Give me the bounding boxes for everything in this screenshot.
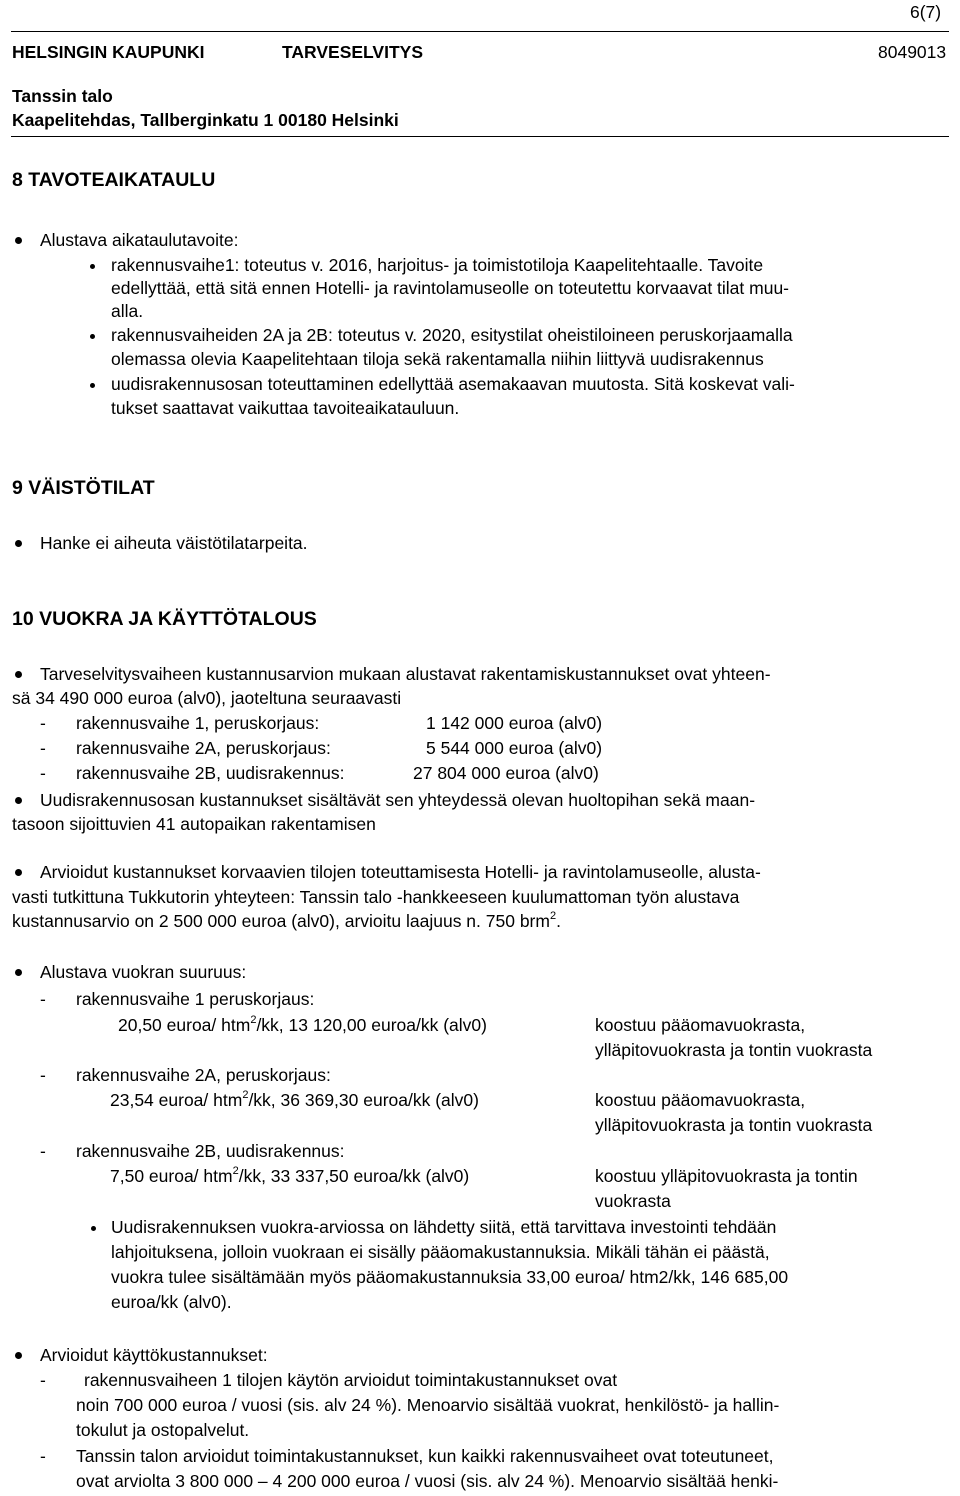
rent-label: rakennusvaihe 2A, peruskorjaus: (76, 1065, 331, 1085)
s10-p2-line-1: Uudisrakennusosan kustannukset sisältävät sen yhteydessä olevan huoltopihan sekä maan- (40, 790, 756, 810)
rent-price: 7,50 euroa/ htm$^2$/kk, 33 337,50 euroa/kk (alv0) (110, 1165, 470, 1186)
section-9-heading: 9 VÄISTÖTILAT (12, 477, 155, 499)
bullet (90, 383, 95, 388)
header-project: Tanssin talo (12, 86, 113, 106)
header-doc-number: 8049013 (878, 42, 947, 62)
cost-value: 5 544 000 euroa (alv0) (426, 738, 603, 758)
rent-note: koostuu pääomavuokrasta, (595, 1090, 806, 1110)
section-10-heading: 10 VUOKRA JA KÄYTTÖTALOUS (12, 608, 317, 630)
bullet (15, 797, 22, 804)
op-dash: - (40, 1446, 46, 1466)
cost-value: 1 142 000 euroa (alv0) (426, 713, 603, 733)
rent-label: rakennusvaihe 1 peruskorjaus: (76, 989, 315, 1009)
bullet (15, 1352, 22, 1359)
s8-line-1: rakennusvaihe1: toteutus v. 2016, harjoitus- ja toimistotiloja Kaapelitehtaalle. Tavoite (111, 255, 764, 275)
s8-line-6: uudisrakennusosan toteuttaminen edellyttää asemakaavan muutosta. Sitä koskevat vali- (111, 374, 795, 394)
s10-p3-line-3: kustannusarvio on 2 500 000 euroa (alv0), arvioitu laajuus n. 750 brm$^2$. (12, 910, 561, 931)
header-org: HELSINGIN KAUPUNKI (12, 42, 205, 62)
rent-note: ylläpitovuokrasta ja tontin vuokrasta (595, 1040, 873, 1060)
rent-price: 20,50 euroa/ htm$^2$/kk, 13 120,00 euroa/kk (alv0) (118, 1014, 487, 1035)
rent-label: rakennusvaihe 2B, uudisrakennus: (76, 1141, 345, 1161)
rent-note: koostuu ylläpitovuokrasta ja tontin (595, 1166, 858, 1186)
bullet (90, 264, 95, 269)
bullet (15, 869, 22, 876)
op-1-line-3: tokulut ja ostopalvelut. (76, 1420, 250, 1440)
s8-line-2: edellyttää, että sitä ennen Hotelli- ja ravintolamuseolle on toteutettu korvaavat tilat muu- (111, 278, 790, 298)
rent-note-line-1: Uudisrakennuksen vuokra-arviossa on lähdetty siitä, että tarvittava investointi tehdään (111, 1217, 777, 1237)
op-2-line-1: Tanssin talon arvioidut toimintakustannukset, kun kaikki rakennusvaiheet ovat toteutuneet, (76, 1446, 774, 1466)
rent-note: koostuu pääomavuokrasta, (595, 1015, 806, 1035)
rent-dash: - (40, 1141, 46, 1161)
header-rule (11, 31, 949, 32)
op-2-line-2: ovat arviolta 3 800 000 – 4 200 000 euroa / vuosi (sis. alv 24 %). Menoarvio sisältää henki- (76, 1471, 779, 1491)
s10-p2-line-2: tasoon sijoittuvien 41 autopaikan rakentamisen (12, 814, 376, 834)
op-dash: - (40, 1370, 46, 1390)
bullet (90, 334, 95, 339)
s10-p3-line-1: Arvioidut kustannukset korvaavien tilojen toteuttamisesta Hotelli- ja ravintolamuseolle, alusta- (40, 862, 761, 882)
cost-dash: - (40, 713, 46, 733)
s9-text: Hanke ei aiheuta väistötilatarpeita. (40, 533, 308, 553)
cost-dash: - (40, 763, 46, 783)
s10-p3-line-2: vasti tutkittuna Tukkutorin yhteyteen: Tanssin talo -hankkeeseen kuulumattoman työn alustava (12, 887, 740, 907)
op-1-line-2: noin 700 000 euroa / vuosi (sis. alv 24 %). Menoarvio sisältää vuokrat, henkilöstö- ja hallin- (76, 1395, 780, 1415)
cost-value: 27 804 000 euroa (alv0) (413, 763, 599, 783)
cost-dash: - (40, 738, 46, 758)
s8-line-7: tukset saattavat vaikuttaa tavoiteaikatauluun. (111, 398, 460, 418)
bullet (15, 969, 22, 976)
s8-intro: Alustava aikataulutavoite: (40, 230, 239, 250)
rent-intro: Alustava vuokran suuruus: (40, 962, 247, 982)
cost-label: rakennusvaihe 2A, peruskorjaus: (76, 738, 331, 758)
rent-note-line-3: vuokra tulee sisältämään myös pääomakustannuksia 33,00 euroa/ htm2/kk, 146 685,00 (111, 1267, 789, 1287)
s8-line-5: olemassa olevia Kaapelitehtaan tiloja sekä rakentamalla niihin liittyvä uudisrakennus (111, 349, 764, 369)
rent-dash: - (40, 989, 46, 1009)
cost-label: rakennusvaihe 1, peruskorjaus: (76, 713, 320, 733)
section-8-heading: 8 TAVOTEAIKATAULU (12, 169, 216, 191)
page-number: 6(7) (910, 2, 942, 22)
op-1-line-1: rakennusvaiheen 1 tilojen käytön arvioidut toimintakustannukset ovat (84, 1370, 618, 1390)
cost-label: rakennusvaihe 2B, uudisrakennus: (76, 763, 345, 783)
rent-note-line-4: euroa/kk (alv0). (111, 1292, 232, 1312)
rent-dash: - (40, 1065, 46, 1085)
bullet (15, 540, 22, 547)
header-address: Kaapelitehdas, Tallberginkatu 1 00180 Helsinki (12, 110, 399, 130)
s10-p1-line-1: Tarveselvitysvaiheen kustannusarvion mukaan alustavat rakentamiskustannukset ovat yhteen- (40, 664, 771, 684)
bullet (15, 237, 22, 244)
s8-line-3: alla. (111, 301, 144, 321)
bullet (91, 1226, 96, 1231)
header-doc-type: TARVESELVITYS (282, 42, 423, 62)
rent-note: ylläpitovuokrasta ja tontin vuokrasta (595, 1115, 873, 1135)
s10-p1-line-2: sä 34 490 000 euroa (alv0), jaoteltuna seuraavasti (12, 688, 402, 708)
rent-note-line-2: lahjoituksena, jolloin vuokraan ei sisälly pääomakustannuksia. Mikäli tähän ei päästä, (111, 1242, 770, 1262)
rent-price: 23,54 euroa/ htm$^2$/kk, 36 369,30 euroa/kk (alv0) (110, 1089, 479, 1110)
rent-note: vuokrasta (595, 1191, 671, 1211)
s8-line-4: rakennusvaiheiden 2A ja 2B: toteutus v. 2020, esitystilat oheistiloineen peruskorjaamalla (111, 325, 793, 345)
bullet (15, 671, 22, 678)
op-intro: Arvioidut käyttökustannukset: (40, 1345, 268, 1365)
header-rule-bottom (11, 136, 949, 137)
